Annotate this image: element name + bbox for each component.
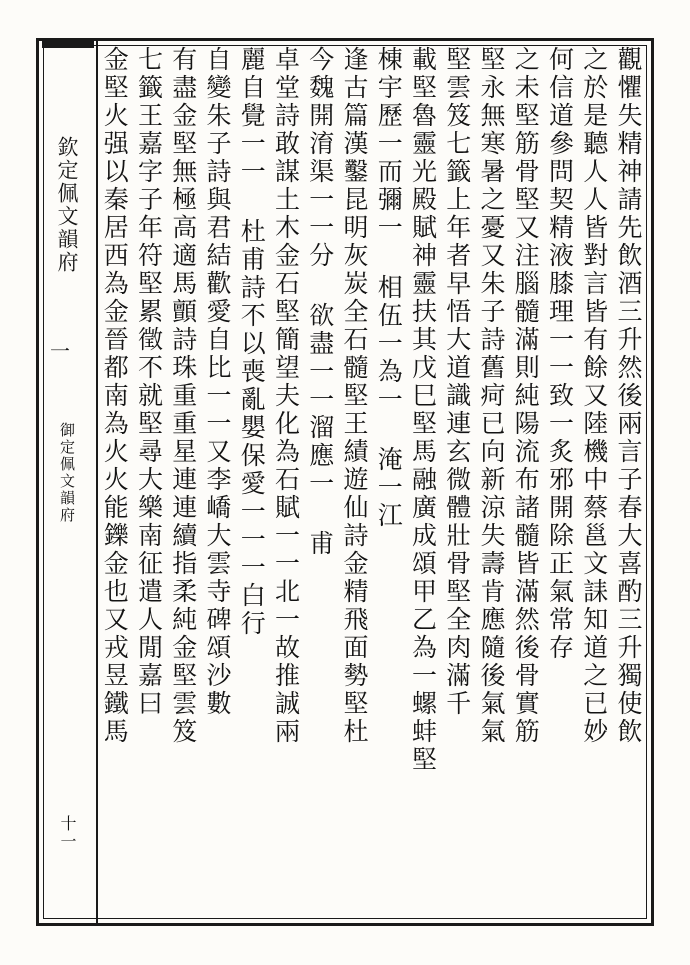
text-column: 觀懼失精神請先飲酒三升然後兩言子春大喜酌三升獨使飲 [614,46,643,746]
text-column: 載堅魯靈光殿賦神靈扶其戊巳堅馬融廣成頌甲乙為一螺蚌堅 [408,46,438,774]
text-column: 金堅火强以秦居西為金晉都南為火火能鑠金也又戎昱鐵馬 [100,46,130,746]
text-column: 堅永無寒暑之憂又朱子詩舊疴已向新涼失壽肯應隨後氣氣 [477,46,506,746]
text-column: 何信道參問契精液膝理一一致一炙邪開除正氣常存 [545,46,575,662]
page-number: 十一 [58,815,77,851]
fold-strip [36,38,98,926]
text-column-note: 棟宇歷一而彌一 相伍一為一 淹一江 [374,46,404,530]
book-title: 欽定佩文韻府 [55,136,79,274]
text-column: 自變朱子詩與君結歡愛自比一一又李嶠大雲寺碑頌沙數 [203,46,232,718]
text-columns [100,44,648,920]
text-column: 卓堂詩敢謀土木金石堅簡望夫化為石賦一一北一故推誠兩 [271,46,301,746]
fold-black-mark [42,38,94,48]
text-column: 之未堅筋骨堅又注腦髓滿則純陽流布諸髓皆滿然後骨實筋 [511,46,541,746]
volume-mark: 一 [50,339,70,363]
text-column: 有盡金堅無極高適馬顫詩珠重重星連連續指柔純金堅雲笈 [168,46,198,746]
text-column-note: 今魏開淯渠一一分 欲盡一一溜應一 甫 [305,46,335,558]
text-column: 之於是聽人人皆對言皆有餘又陸機中蔡邕文誄知道之已妙 [579,46,609,746]
book-subtitle: 御定佩文韻府 [58,422,76,524]
text-column: 逢古篇漢鑿昆明灰炭全石髓堅王績遊仙詩金精飛面勢堅杜 [340,46,369,746]
text-column-note: 麗自覺一一 杜甫詩不以喪亂嬰保愛一一一白行 [237,46,267,638]
text-column: 七籤王嘉字子年符堅累徵不就堅尋大樂南征遣人閒嘉曰 [134,46,164,718]
text-column: 堅雲笈七籤上年者早悟大道識連玄微體壯骨堅全肉滿千 [442,46,472,718]
